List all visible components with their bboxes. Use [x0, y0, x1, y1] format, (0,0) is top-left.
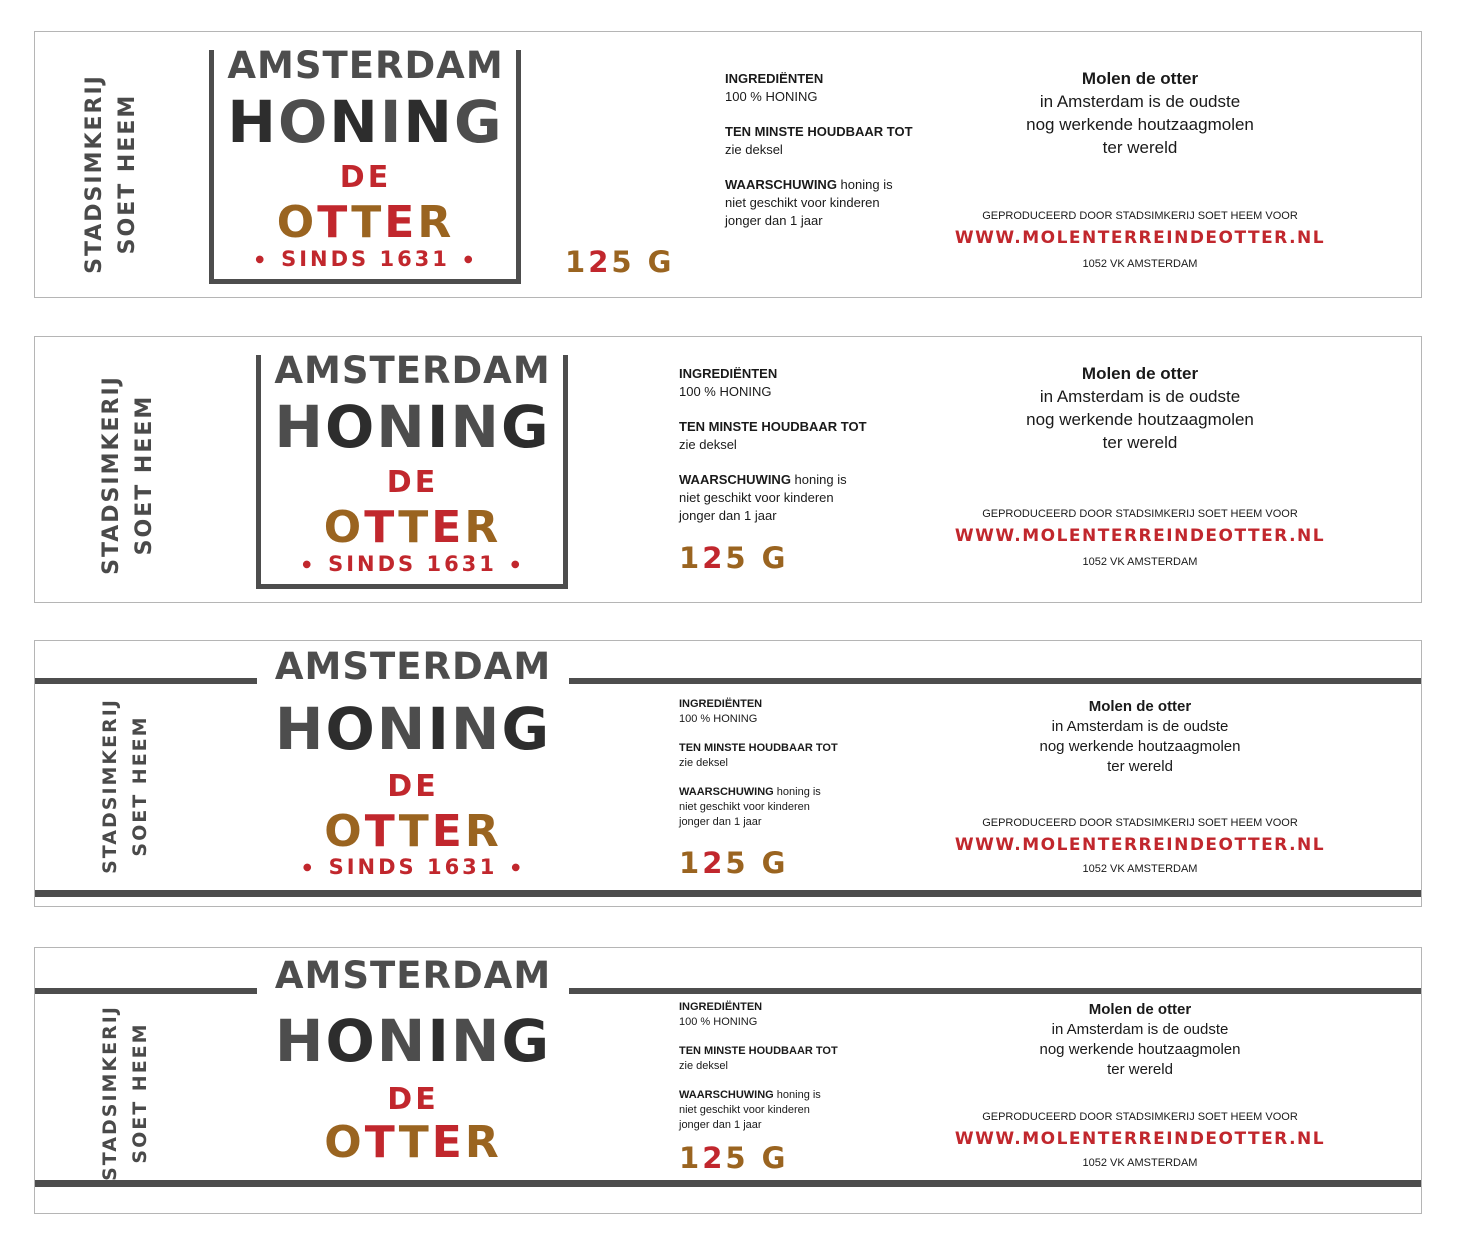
logo-otter: OTTER: [324, 1117, 502, 1168]
mill-text: [970, 697, 1310, 777]
label-variant-2: [34, 336, 1422, 603]
dot-icon: ●: [463, 254, 476, 265]
side-brand: [95, 993, 155, 1193]
side-brand-line-1: STADSIMKERIJ: [82, 74, 107, 274]
producer-url[interactable]: WWW.MOLENTERREINDEOTTER.NL: [954, 526, 1326, 546]
logo-amsterdam: AMSTERDAM: [215, 46, 516, 86]
side-brand-line-1: STADSIMKERIJ: [99, 1005, 121, 1181]
info-block: [679, 697, 919, 830]
mill-line-3: ter wereld: [1102, 433, 1178, 452]
logo-de: DE: [387, 1082, 439, 1117]
mill-line-2: nog werkende houtzaagmolen: [1039, 1041, 1241, 1058]
shelf-life: [679, 741, 919, 771]
warning-title: WAARSCHUWING: [725, 177, 837, 192]
shelf-title: TEN MINSTE HOUDBAAR TOT: [679, 419, 867, 434]
label-variant-4: [34, 947, 1422, 1214]
producer-block: [950, 506, 1330, 574]
warning: [679, 1088, 919, 1133]
producer-url[interactable]: WWW.MOLENTERREINDEOTTER.NL: [954, 228, 1326, 248]
shelf-life: [725, 123, 985, 159]
producer-line: GEPRODUCEERD DOOR STADSIMKERIJ SOET HEEM VOOR: [982, 1111, 1298, 1123]
ingredients-value: 100 % HONING: [679, 1016, 758, 1028]
producer-address: 1052 VK AMSTERDAM: [1082, 863, 1198, 875]
mill-line-2: nog werkende houtzaagmolen: [1026, 410, 1254, 429]
producer-line: GEPRODUCEERD DOOR STADSIMKERIJ SOET HEEM VOOR: [982, 817, 1298, 829]
logo-otter: OTTER: [324, 806, 502, 857]
frame-post-left: [209, 50, 214, 76]
producer-address: 1052 VK AMSTERDAM: [1082, 1157, 1198, 1169]
shelf-title: TEN MINSTE HOUDBAAR TOT: [679, 1045, 838, 1057]
logo-honing: HONING: [227, 88, 504, 156]
bottom-band: [35, 890, 1421, 897]
mill-line-3: ter wereld: [1107, 1061, 1173, 1078]
logo-sinds-text: SINDS 1631: [328, 855, 498, 879]
side-brand-line-2: SOET HEEM: [129, 1022, 151, 1164]
logo-sinds: [215, 246, 516, 273]
warning-text-3: jonger dan 1 jaar: [679, 1119, 762, 1131]
warning-text-1: honing is: [836, 177, 893, 192]
warning-text-1: honing is: [773, 786, 821, 798]
side-brand-line-1: STADSIMKERIJ: [99, 375, 124, 575]
warning: [725, 176, 985, 230]
mill-line-1: in Amsterdam is de oudste: [1039, 92, 1241, 111]
mill-title: Molen de otter: [1081, 69, 1199, 88]
logo-honing: HONING: [274, 393, 551, 461]
dot-icon: ●: [511, 862, 524, 873]
warning: [679, 471, 939, 525]
weight: 125 G: [679, 541, 789, 575]
info-block: [679, 1000, 919, 1133]
ingredients-title: INGREDIËNTEN: [679, 1001, 763, 1013]
ingredients-value: 100 % HONING: [725, 89, 818, 104]
producer-block: [950, 208, 1330, 276]
shelf-title: TEN MINSTE HOUDBAAR TOT: [679, 742, 838, 754]
producer-url[interactable]: WWW.MOLENTERREINDEOTTER.NL: [954, 1129, 1326, 1149]
warning-text-1: honing is: [790, 472, 847, 487]
producer-url[interactable]: WWW.MOLENTERREINDEOTTER.NL: [954, 835, 1326, 855]
weight: 125 G: [565, 245, 675, 279]
warning-text-1: honing is: [773, 1089, 821, 1101]
warning-text-3: jonger dan 1 jaar: [679, 508, 777, 523]
ingredients-value: 100 % HONING: [679, 713, 758, 725]
mill-title: Molen de otter: [1081, 364, 1199, 383]
side-brand: [95, 365, 165, 585]
mill-title: Molen de otter: [1088, 1001, 1192, 1018]
warning-title: WAARSCHUWING: [679, 1089, 774, 1101]
side-brand: [95, 686, 155, 886]
dot-icon: ●: [302, 862, 315, 873]
logo-de: DE: [387, 769, 439, 804]
dot-icon: ●: [255, 254, 268, 265]
dot-icon: ●: [302, 559, 315, 570]
producer-block: [950, 815, 1330, 879]
top-band: [35, 988, 1421, 994]
mill-line-2: nog werkende houtzaagmolen: [1026, 115, 1254, 134]
mill-text: [970, 67, 1310, 159]
warning-text-3: jonger dan 1 jaar: [725, 213, 823, 228]
producer-line: GEPRODUCEERD DOOR STADSIMKERIJ SOET HEEM VOOR: [982, 210, 1298, 222]
ingredients: [679, 697, 919, 727]
logo-amsterdam: AMSTERDAM: [257, 956, 569, 996]
mill-line-1: in Amsterdam is de oudste: [1039, 387, 1241, 406]
logo-honing: HONING: [274, 695, 552, 763]
producer-address: 1052 VK AMSTERDAM: [1082, 556, 1198, 568]
ingredients-title: INGREDIËNTEN: [725, 71, 824, 86]
warning: [679, 785, 919, 830]
producer-line: GEPRODUCEERD DOOR STADSIMKERIJ SOET HEEM VOOR: [982, 508, 1298, 520]
side-brand-line-2: SOET HEEM: [132, 394, 157, 556]
info-block: [725, 70, 985, 230]
producer-block: [950, 1109, 1330, 1173]
warning-text-2: niet geschikt voor kinderen: [679, 1104, 810, 1116]
side-brand-line-1: STADSIMKERIJ: [99, 698, 121, 874]
logo-amsterdam: AMSTERDAM: [257, 647, 569, 687]
mill-title: Molen de otter: [1088, 698, 1192, 715]
warning-title: WAARSCHUWING: [679, 472, 791, 487]
logo-de: DE: [339, 160, 392, 195]
logo-otter: OTTER: [276, 197, 455, 248]
shelf-title: TEN MINSTE HOUDBAAR TOT: [725, 124, 913, 139]
logo-honing: HONING: [274, 1007, 552, 1075]
logo-sinds: [262, 551, 563, 578]
mill-line-3: ter wereld: [1102, 138, 1178, 157]
shelf-value: zie deksel: [679, 437, 737, 452]
ingredients: [679, 365, 939, 401]
info-block: [679, 365, 939, 525]
ingredients: [679, 1000, 919, 1030]
dot-icon: ●: [510, 559, 523, 570]
ingredients: [725, 70, 985, 106]
bottom-band: [35, 1180, 1421, 1187]
frame-post-right: [563, 355, 568, 381]
warning-text-2: niet geschikt voor kinderen: [679, 490, 834, 505]
mill-text: [970, 1000, 1310, 1080]
mill-text: [970, 362, 1310, 454]
logo-amsterdam: AMSTERDAM: [262, 351, 563, 391]
shelf-value: zie deksel: [679, 757, 728, 769]
logo-otter: OTTER: [323, 502, 502, 553]
mill-line-1: in Amsterdam is de oudste: [1051, 1021, 1229, 1038]
logo-de: DE: [386, 465, 439, 500]
ingredients-title: INGREDIËNTEN: [679, 366, 778, 381]
warning-title: WAARSCHUWING: [679, 786, 774, 798]
frame-post-left: [256, 355, 261, 381]
label-variant-3: [34, 640, 1422, 907]
logo-sinds-text: SINDS 1631: [281, 247, 450, 271]
label-variant-1: [34, 31, 1422, 298]
side-brand-line-2: SOET HEEM: [129, 715, 151, 857]
mill-line-1: in Amsterdam is de oudste: [1051, 718, 1229, 735]
producer-address: 1052 VK AMSTERDAM: [1082, 258, 1198, 270]
top-band: [35, 678, 1421, 684]
warning-text-3: jonger dan 1 jaar: [679, 816, 762, 828]
mill-line-3: ter wereld: [1107, 758, 1173, 775]
side-brand-line-2: SOET HEEM: [115, 93, 140, 255]
warning-text-2: niet geschikt voor kinderen: [725, 195, 880, 210]
logo-sinds-text: SINDS 1631: [328, 552, 497, 576]
logo-sinds: [257, 854, 569, 881]
shelf-life: [679, 1044, 919, 1074]
warning-text-2: niet geschikt voor kinderen: [679, 801, 810, 813]
ingredients-value: 100 % HONING: [679, 384, 772, 399]
side-brand: [78, 64, 148, 284]
shelf-value: zie deksel: [679, 1060, 728, 1072]
ingredients-title: INGREDIËNTEN: [679, 698, 763, 710]
weight: 125 G: [679, 846, 789, 880]
shelf-life: [679, 418, 939, 454]
shelf-value: zie deksel: [725, 142, 783, 157]
mill-line-2: nog werkende houtzaagmolen: [1039, 738, 1241, 755]
frame-post-right: [516, 50, 521, 76]
weight: 125 G: [679, 1141, 789, 1175]
